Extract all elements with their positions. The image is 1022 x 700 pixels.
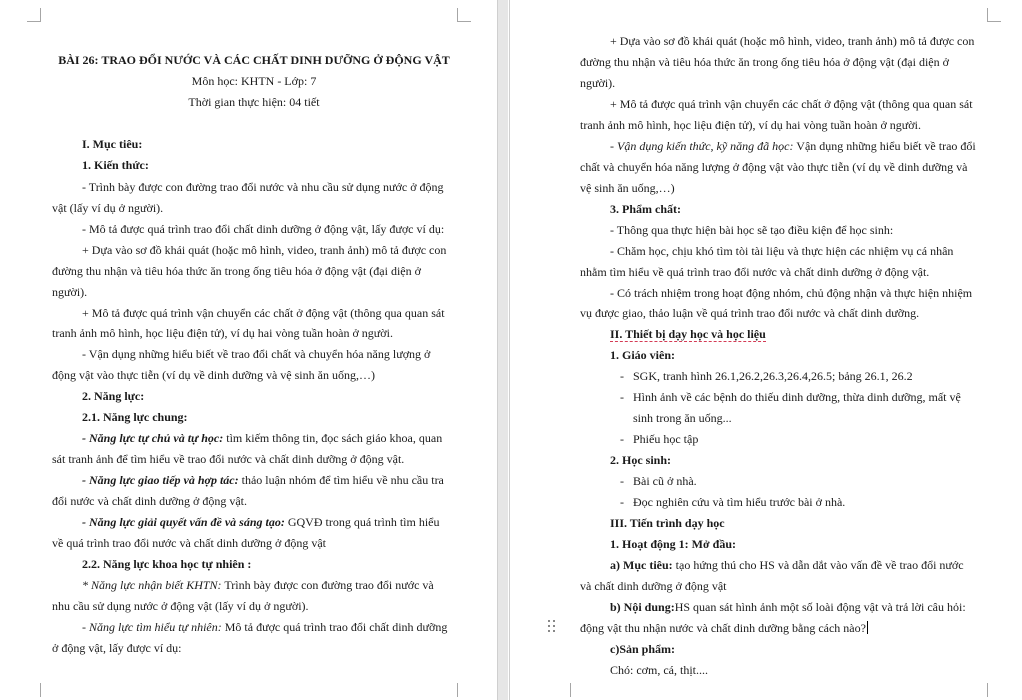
paragraph-line: - Chăm học, chịu khó tìm tòi tài liệu và thực hiện các nhiệm vụ cá nhân xyxy=(610,244,954,258)
paragraph-line xyxy=(610,557,964,573)
list-item-continued: sinh trong ăn uống... xyxy=(633,411,732,425)
paragraph-line xyxy=(610,138,976,154)
term-text: tạo hứng thú cho HS và dẫn dắt vào vấn đề về trao đổi nước xyxy=(672,558,964,572)
term-text: GQVĐ trong quá trình tìm hiểu xyxy=(284,515,440,529)
paragraph-line: - Trình bày được con đường trao đổi nước và nhu cầu sử dụng nước ở động xyxy=(82,180,444,194)
paragraph-line: - Có trách nhiệm trong hoạt động nhóm, chủ động nhận và thực hiện nhiệm xyxy=(610,286,973,300)
paragraph-line: + Mô tả được quá trình vận chuyển các chất ở động vật (thông qua quan sát xyxy=(82,306,445,320)
list-item: SGK, tranh hình 26.1,26.2,26.3,26.4,26.5; bảng 26.1, 26.2 xyxy=(633,369,913,383)
list-item: Phiếu học tập xyxy=(633,432,699,446)
list-bullet: - xyxy=(620,495,624,509)
paragraph-line xyxy=(82,472,444,488)
paragraph-line: - Mô tả được quá trình trao đổi chất dinh dưỡng ở động vật, lấy được ví dụ: xyxy=(82,222,445,236)
paragraph-line: tranh ảnh mô hình, học liệu điện tử), ví dụ hai vòng tuần hoàn ở người. xyxy=(580,118,921,132)
paragraph-line xyxy=(82,577,434,593)
term-label: * Năng lực nhận biết KHTN: xyxy=(82,578,222,592)
paragraph-line xyxy=(82,430,442,446)
paragraph-line: Chó: cơm, cá, thịt.... xyxy=(610,663,708,677)
paragraph-line: vật (lấy ví dụ ở người). xyxy=(52,201,164,215)
heading-objectives: I. Mục tiêu: xyxy=(82,137,143,151)
crop-mark xyxy=(570,683,571,697)
heading-general-competence: 2.1. Năng lực chung: xyxy=(82,410,188,424)
page-right[interactable] xyxy=(509,0,1022,700)
term-label: - Năng lực tự chủ và tự học: xyxy=(82,431,224,445)
paragraph-line: người). xyxy=(580,76,616,90)
paragraph-line: - Vận dụng những hiểu biết về trao đổi chất và chuyển hóa năng lượng ở xyxy=(82,347,431,361)
paragraph-line: + Mô tả được quá trình vận chuyển các chất ở động vật (thông qua quan sát xyxy=(610,97,973,111)
paragraph-line xyxy=(82,514,440,530)
paragraph-line: c)Sản phẩm: xyxy=(610,642,676,656)
page-left[interactable] xyxy=(0,0,498,700)
heading-teacher: 1. Giáo viên: xyxy=(610,348,675,362)
paragraph-line: về quá trình trao đổi nước và chất dinh dưỡng ở động vật xyxy=(52,536,326,550)
paragraph-line xyxy=(82,619,447,635)
subject-line: Môn học: KHTN - Lớp: 7 xyxy=(191,74,317,88)
paragraph-line: tranh ảnh mô hình, học liệu điện tử), ví dụ hai vòng tuần hoàn ở người. xyxy=(52,326,393,340)
term-label: b) Nội dung: xyxy=(610,600,675,614)
paragraph-line: ở động vật, lấy được ví dụ: xyxy=(52,641,182,655)
paragraph-line: chất và chuyển hóa năng lượng ở động vật vào thực tiễn (ví dụ về dinh dưỡng và xyxy=(580,160,968,174)
crop-mark xyxy=(457,8,458,22)
list-item: Đọc nghiên cứu và tìm hiểu trước bài ở nhà. xyxy=(633,495,846,509)
paragraph-line: sát tranh ảnh để tìm hiểu về trao đổi nước và chất dinh dưỡng ở động vật. xyxy=(52,452,405,466)
paragraph-line: - Thông qua thực hiện bài học sẽ tạo điều kiện để học sinh: xyxy=(610,223,894,237)
text-cursor xyxy=(867,621,868,634)
paragraph-line: đường thu nhận và tiêu hóa thức ăn trong ống tiêu hóa ở động vật (đại diện ở xyxy=(52,264,421,278)
doc-title: BÀI 26: TRAO ĐỔI NƯỚC VÀ CÁC CHẤT DINH DƯỠNG Ở ĐỘNG VẬT xyxy=(58,53,450,67)
paragraph-line: đường thu nhận và tiêu hóa thức ăn trong ống tiêu hóa ở động vật (đại diện ở xyxy=(580,55,949,69)
paragraph-line xyxy=(610,599,966,615)
heading-knowledge: 1. Kiến thức: xyxy=(82,158,149,172)
paragraph-line: nhu cầu sử dụng nước ở động vật (lấy ví dụ ở người). xyxy=(52,599,309,613)
term-label: - Vận dụng kiến thức, kỹ năng đã học: xyxy=(610,139,794,153)
spellcheck-underline: II. Thiết bị dạy học và học liệu xyxy=(610,327,766,341)
heading-process: III. Tiến trình dạy học xyxy=(610,516,725,530)
heading-student: 2. Học sinh: xyxy=(610,453,672,467)
list-bullet: - xyxy=(620,474,624,488)
term-text: thảo luận nhóm để tìm hiểu về nhu cầu tra xyxy=(238,473,444,487)
page-gap xyxy=(498,0,508,700)
list-bullet: - xyxy=(620,369,624,383)
paragraph-line: đổi nước và chất dinh dưỡng ở động vật. xyxy=(52,494,248,508)
heading-activity-1: 1. Hoạt động 1: Mở đầu: xyxy=(610,537,736,551)
paragraph-line: vụ được giao, thảo luận về quá trình trao đổi nước và chất dinh dưỡng. xyxy=(580,306,920,320)
paragraph-line-with-cursor[interactable] xyxy=(580,620,868,636)
paragraph-line: + Dựa vào sơ đồ khái quát (hoặc mô hình, video, tranh ảnh) mô tả được con xyxy=(610,34,975,48)
term-label: - Năng lực giải quyết vấn đề và sáng tạo: xyxy=(82,515,285,529)
heading-science-competence: 2.2. Năng lực khoa học tự nhiên : xyxy=(82,557,252,571)
paragraph-line: và chất dinh dưỡng ở động vật xyxy=(580,579,727,593)
duration-line: Thời gian thực hiện: 04 tiết xyxy=(188,95,320,109)
paragraph-line: vệ sinh ăn uống,…) xyxy=(580,181,675,195)
term-text: Trình bày được con đường trao đổi nước và xyxy=(221,578,434,592)
crop-mark xyxy=(27,21,41,22)
term-label: a) Mục tiêu: xyxy=(610,558,673,572)
crop-mark xyxy=(457,21,471,22)
crop-mark xyxy=(987,21,1001,22)
crop-mark xyxy=(987,8,988,22)
heading-equipment xyxy=(610,326,766,342)
crop-mark xyxy=(40,683,41,697)
cursor-line-text: động vật thu nhận nước và chất dinh dưỡng bằng cách nào? xyxy=(580,621,866,635)
crop-mark xyxy=(40,8,41,22)
paragraph-line: + Dựa vào sơ đồ khái quát (hoặc mô hình, video, tranh ảnh) mô tả được con xyxy=(82,243,447,257)
term-label: - Năng lực giao tiếp và hợp tác: xyxy=(82,473,239,487)
list-bullet: - xyxy=(620,432,624,446)
paragraph-line: nhằm tìm hiểu về quá trình trao đổi nước và chất dinh dưỡng ở động vật. xyxy=(580,265,930,279)
list-bullet: - xyxy=(620,390,624,404)
heading-quality: 3. Phẩm chất: xyxy=(610,202,681,216)
term-text: Vận dụng những hiểu biết về trao đổi xyxy=(793,139,976,153)
paragraph-line: động vật vào thực tiễn (ví dụ về dinh dưỡng và vệ sinh ăn uống,…) xyxy=(52,368,375,382)
term-text: HS quan sát hình ảnh một số loài động vật và trả lời câu hỏi: xyxy=(674,600,966,614)
list-item: Hình ảnh về các bệnh do thiếu dinh dưỡng, thừa dinh dưỡng, mất vệ xyxy=(633,390,961,404)
crop-mark xyxy=(987,683,988,697)
term-label: - Năng lực tìm hiểu tự nhiên: xyxy=(82,620,222,634)
heading-competence: 2. Năng lực: xyxy=(82,389,145,403)
paragraph-line: người). xyxy=(52,285,88,299)
paragraph-drag-handle-icon[interactable] xyxy=(548,620,556,634)
term-text: Mô tả được quá trình trao đổi chất dinh dưỡng xyxy=(221,620,448,634)
term-text: tìm kiếm thông tin, đọc sách giáo khoa, quan xyxy=(223,431,443,445)
list-item: Bài cũ ở nhà. xyxy=(633,474,697,488)
crop-mark xyxy=(457,683,458,697)
